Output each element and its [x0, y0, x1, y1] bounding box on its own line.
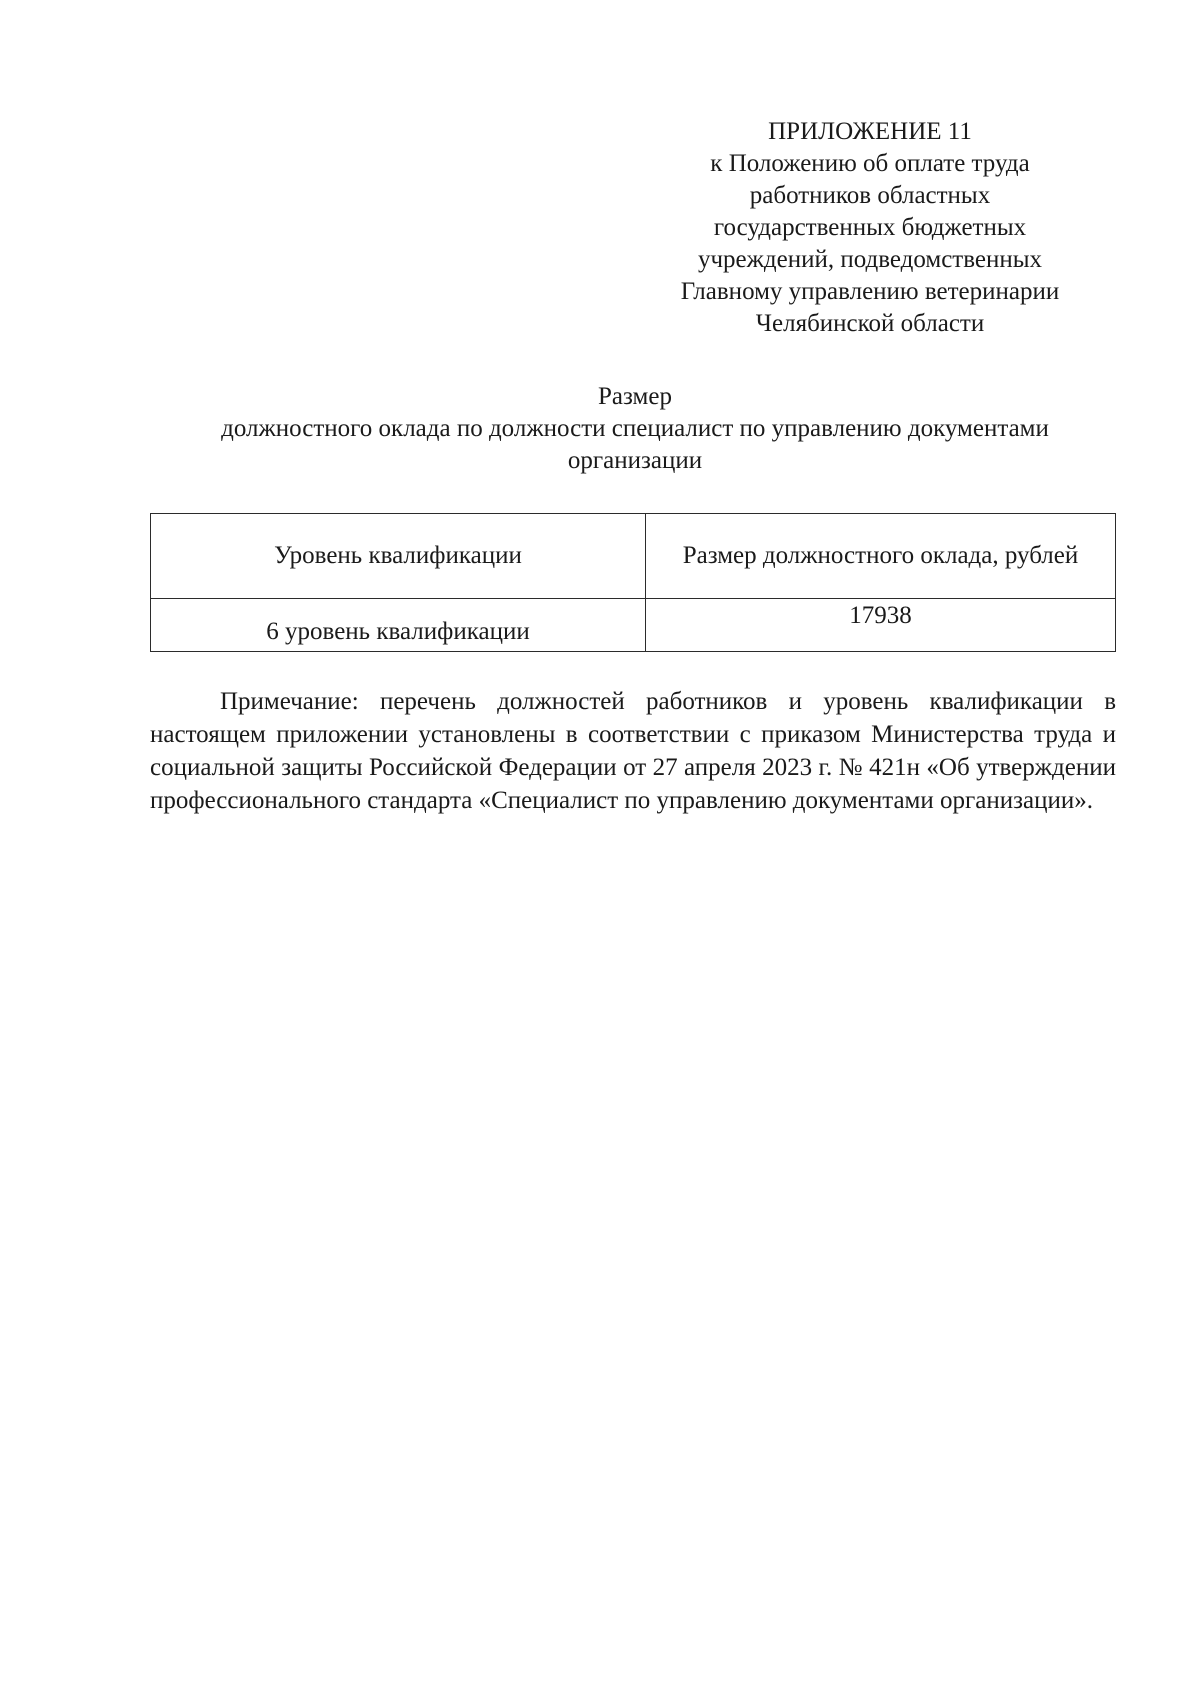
appendix-number: ПРИЛОЖЕНИЕ 11	[768, 118, 972, 145]
appendix-header	[650, 116, 1090, 340]
appendix-line: государственных бюджетных	[713, 214, 1027, 241]
appendix-line: Челябинской области	[755, 310, 985, 337]
salary-value-cell: 17938	[646, 599, 1116, 652]
appendix-line: Главному управлению ветеринарии	[680, 278, 1060, 305]
title-line: должностного оклада по должности специалист по управлению документами	[221, 415, 1049, 442]
table-header-row	[151, 514, 1116, 599]
appendix-line: к Положению об оплате труда	[710, 150, 1030, 177]
title-line: Размер	[598, 383, 672, 410]
appendix-line: учреждений, подведомственных	[697, 246, 1043, 273]
header-qualification-level: Уровень квалификации	[151, 514, 646, 599]
salary-table	[150, 513, 1116, 652]
table-row	[151, 599, 1116, 652]
qualification-level-cell: 6 уровень квалификации	[151, 599, 646, 652]
appendix-line: работников областных	[749, 182, 991, 209]
title-line: организации	[567, 447, 703, 474]
document-title	[150, 381, 1120, 477]
header-salary-size: Размер должностного оклада, рублей	[646, 514, 1116, 599]
note-paragraph: Примечание: перечень должностей работников и уровень квалификации в настоящем приложении установлены в соответствии с приказом Министерства труда и социальной защиты Российской Федерации от 27 апреля 2023 г. № 421н «Об утверждении профессионального стандарта «Специалист по управлению документами организации».	[150, 688, 1116, 814]
